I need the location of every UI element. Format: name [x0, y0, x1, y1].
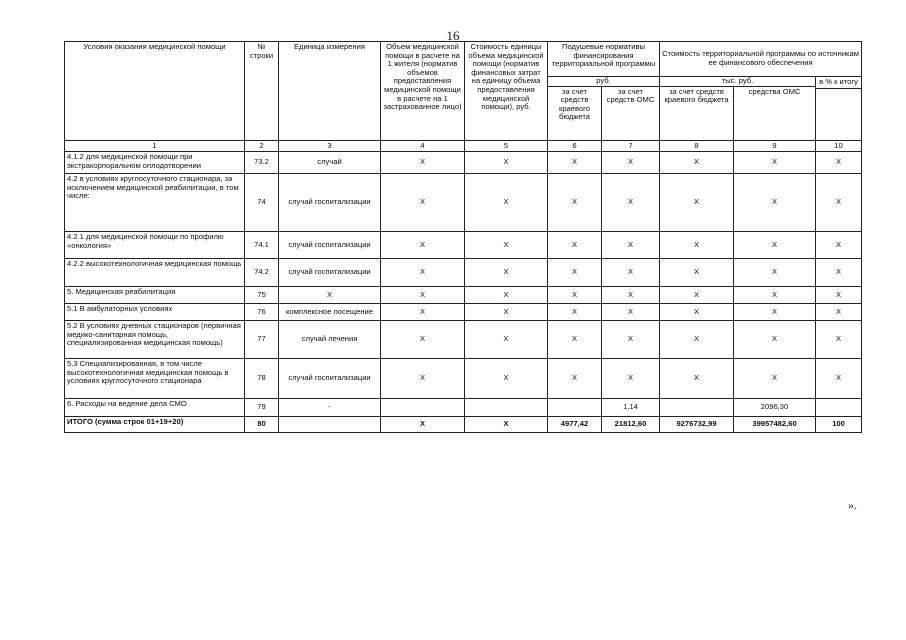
header-territorial-unit: тыс. руб. [660, 77, 816, 87]
header-row-number: № строки [245, 42, 279, 141]
column-number: 4 [381, 140, 465, 152]
row-label: 4.2.2 высокотехнологичная медицинская помощь [65, 259, 245, 287]
row-value: X [816, 321, 862, 359]
row-unit: - [279, 399, 381, 417]
row-value: X [816, 287, 862, 304]
column-number: 2 [245, 140, 279, 152]
table-row [65, 399, 862, 417]
header-conditions: Условия оказания медицинской помощи [65, 42, 245, 141]
row-value: 39957482,60 [734, 417, 816, 433]
header-regional-budget-total: за счет средств краевого бюджета [660, 86, 734, 140]
row-value: X [465, 321, 548, 359]
row-number: 78 [245, 359, 279, 399]
row-value [381, 399, 465, 417]
row-value: X [548, 152, 602, 174]
row-label: 5.3 Специализированная, в том числе высокотехнологичная медицинская помощь в условиях круглосуточного стационара [65, 359, 245, 399]
row-value: X [548, 359, 602, 399]
row-unit: случай госпитализации [279, 259, 381, 287]
row-value: X [734, 232, 816, 259]
closing-quote: ». [848, 498, 857, 512]
row-number: 74.2 [245, 259, 279, 287]
row-value: X [816, 232, 862, 259]
row-value: X [381, 304, 465, 321]
row-value: X [660, 287, 734, 304]
row-value: X [381, 232, 465, 259]
row-label: 4.2.1 для медицинской помощи по профилю «онкология» [65, 232, 245, 259]
row-number: 77 [245, 321, 279, 359]
row-value: X [465, 359, 548, 399]
row-value: X [734, 152, 816, 174]
table-row [65, 287, 862, 304]
row-value: X [548, 287, 602, 304]
header-oms-per-capita: за счет средств ОМС [602, 86, 660, 140]
row-number: 80 [245, 417, 279, 433]
row-value: X [660, 304, 734, 321]
row-unit: X [279, 287, 381, 304]
row-value: X [602, 232, 660, 259]
row-value: 100 [816, 417, 862, 433]
row-number: 79 [245, 399, 279, 417]
header-unit: Единица измерения [279, 42, 381, 141]
row-unit: случай госпитализации [279, 174, 381, 232]
row-value: X [734, 321, 816, 359]
column-number: 3 [279, 140, 381, 152]
data-rows [65, 152, 862, 433]
row-unit: случай госпитализации [279, 232, 381, 259]
row-number: 73.2 [245, 152, 279, 174]
column-number: 7 [602, 140, 660, 152]
row-value: X [548, 321, 602, 359]
column-number: 1 [65, 140, 245, 152]
row-value: X [816, 304, 862, 321]
page-number: 16 [446, 28, 460, 43]
row-value: X [816, 359, 862, 399]
table-row [65, 417, 862, 433]
row-unit: случай [279, 152, 381, 174]
row-value: X [734, 287, 816, 304]
row-value: X [465, 232, 548, 259]
header-percent-spacer [816, 88, 862, 140]
row-value: X [465, 152, 548, 174]
row-value: 21812,60 [602, 417, 660, 433]
row-value: X [465, 174, 548, 232]
financing-table [64, 41, 862, 433]
row-value: X [381, 259, 465, 287]
row-value: X [816, 152, 862, 174]
row-value: X [734, 359, 816, 399]
row-value: X [548, 232, 602, 259]
column-number: 5 [465, 140, 548, 152]
row-label: 6. Расходы на ведение дела СМО [65, 399, 245, 417]
row-label: ИТОГО (сумма строк 01+19+20) [65, 417, 245, 433]
header-unit-cost: Стоимость единицы объема медицинской помощи (норматив финансовых затрат на единицу объема предоставления медицинской помощи), руб. [465, 42, 548, 141]
row-value: X [381, 321, 465, 359]
table-row [65, 359, 862, 399]
row-label: 5.2 В условиях дневных стационаров (первичная медико-санитарная помощь, специализированная медицинская помощь) [65, 321, 245, 359]
column-number: 9 [734, 140, 816, 152]
row-value: X [548, 174, 602, 232]
row-value: X [602, 259, 660, 287]
row-label: 4.2 в условиях круглосуточного стационара, за исключением медицинской реабилитации, в том числе: [65, 174, 245, 232]
row-number: 74 [245, 174, 279, 232]
row-value [465, 399, 548, 417]
header-percent: в % к итогу [816, 77, 862, 89]
row-value: X [381, 359, 465, 399]
row-value [816, 399, 862, 417]
row-value: X [381, 152, 465, 174]
row-value: X [660, 359, 734, 399]
row-number: 75 [245, 287, 279, 304]
row-label: 4.1.2 для медицинской помощи при экстракорпоральном оплодотворении [65, 152, 245, 174]
row-value: 2096,30 [734, 399, 816, 417]
row-value: X [602, 152, 660, 174]
row-value: X [660, 152, 734, 174]
row-value: X [602, 304, 660, 321]
row-value: X [660, 321, 734, 359]
row-value: 9276732,99 [660, 417, 734, 433]
header-oms-total: средства ОМС [734, 86, 816, 140]
header-volume: Объем медицинской помощи в расчете на 1 жителя (норматив объемов предоставления медицинской помощи в расчете на 1 застрахованное лицо) [381, 42, 465, 141]
row-value: X [660, 232, 734, 259]
row-value: X [734, 174, 816, 232]
row-value [660, 399, 734, 417]
table-row [65, 232, 862, 259]
table-row [65, 304, 862, 321]
row-unit: комплексное посещение [279, 304, 381, 321]
row-value: 1,14 [602, 399, 660, 417]
row-value: X [734, 304, 816, 321]
row-value: X [465, 259, 548, 287]
row-unit: случай госпитализации [279, 359, 381, 399]
row-number: 74.1 [245, 232, 279, 259]
column-numbers-row [65, 140, 862, 152]
row-label: 5.1 В амбулаторных условиях [65, 304, 245, 321]
row-value: X [734, 259, 816, 287]
row-value: X [381, 287, 465, 304]
table-row [65, 259, 862, 287]
row-value [548, 399, 602, 417]
row-number: 76 [245, 304, 279, 321]
header-regional-budget-per-capita: за счет средств краевого бюджета [548, 86, 602, 140]
row-value: X [660, 259, 734, 287]
row-value: X [602, 321, 660, 359]
row-value: X [548, 259, 602, 287]
row-label: 5. Медицинская реабилитация [65, 287, 245, 304]
column-number: 8 [660, 140, 734, 152]
row-value: X [816, 259, 862, 287]
row-value: X [602, 174, 660, 232]
column-number: 6 [548, 140, 602, 152]
header-per-capita-unit: руб. [548, 77, 660, 87]
header-per-capita: Подушевые нормативы финансирования территориальной программы [548, 42, 660, 77]
row-value: X [602, 287, 660, 304]
table-row [65, 174, 862, 232]
row-value: X [465, 417, 548, 433]
table-row [65, 152, 862, 174]
row-value: X [465, 287, 548, 304]
table-row [65, 321, 862, 359]
column-number: 10 [816, 140, 862, 152]
row-unit: случай лечения [279, 321, 381, 359]
row-value: X [548, 304, 602, 321]
row-value: 4977,42 [548, 417, 602, 433]
header-territorial-cost: Стоимость территориальной программы по источникам ее финансового обеспечения [660, 42, 862, 77]
row-value: X [381, 174, 465, 232]
row-value: X [660, 174, 734, 232]
row-value: X [381, 417, 465, 433]
row-value: X [602, 359, 660, 399]
row-value: X [816, 174, 862, 232]
row-unit [279, 417, 381, 433]
row-value: X [465, 304, 548, 321]
